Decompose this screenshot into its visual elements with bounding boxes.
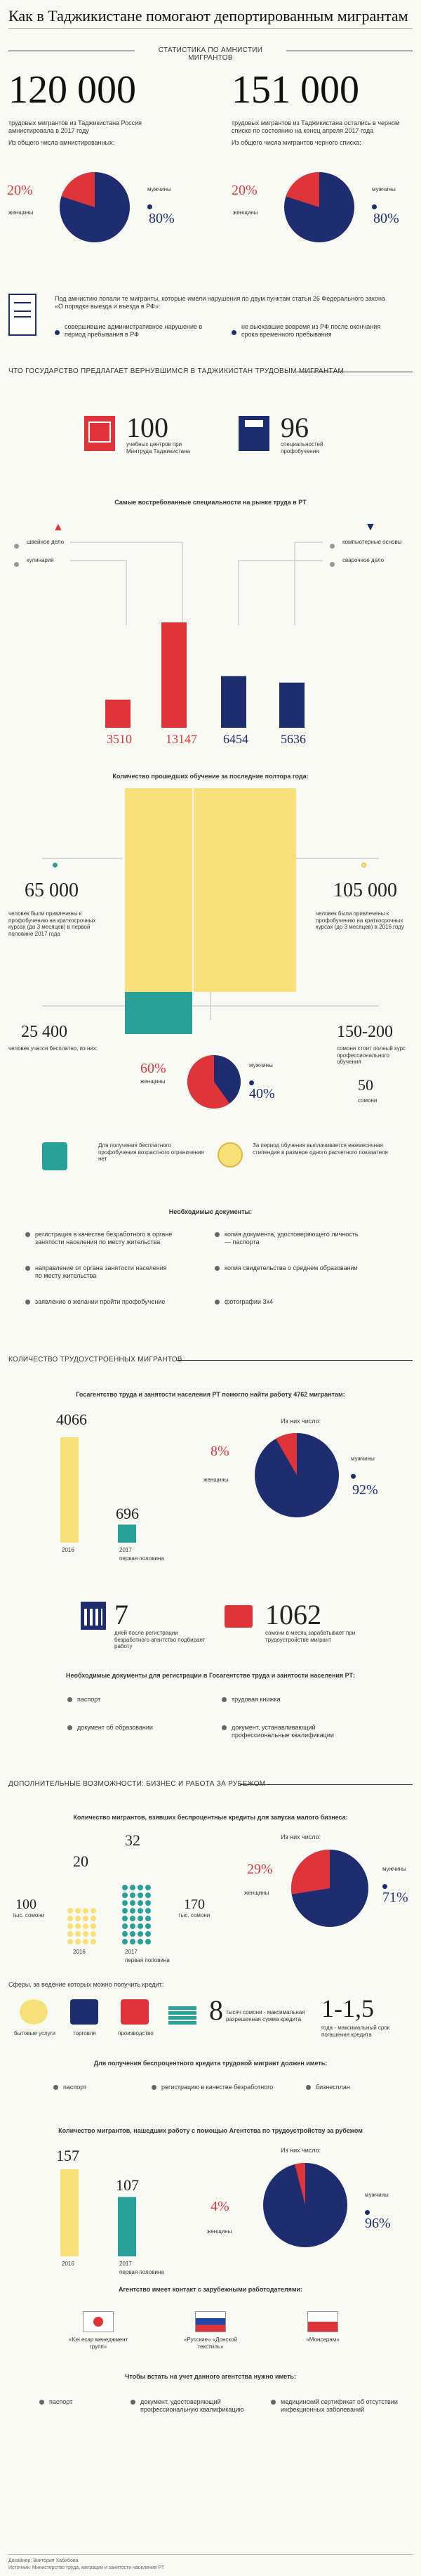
borrower-dot (75, 1923, 81, 1929)
japan-flag-icon (83, 2311, 114, 2332)
borrower-dot (145, 1923, 151, 1929)
business-left-amount-label: тыс. сомони (13, 1912, 45, 1918)
spec-sewing: швейное дело (27, 539, 65, 545)
employment-year-2017-sub: первая половина (119, 1555, 164, 1562)
amnesty-left-desc: трудовых мигрантов из Таджикистана Россия амнистировала в 2017 году (8, 119, 142, 135)
demand-bar-chart (0, 618, 421, 731)
business-dot-grid (56, 1869, 161, 1946)
business-right-amount: 170 (184, 1897, 205, 1912)
borrower-dot (75, 1939, 81, 1944)
shop-icon (70, 1999, 98, 2025)
title-divider (8, 28, 413, 29)
borrower-dot (145, 1900, 151, 1906)
employment-year-2017: 2017 (119, 1547, 132, 1553)
borrower-dot (138, 1892, 143, 1898)
training-pie (186, 1054, 242, 1110)
abroad-year-2017: 2017 (119, 2261, 132, 2267)
amnesty-right-men-pct: 80% (373, 211, 399, 226)
borrower-dot (67, 1939, 73, 1944)
loan-number: 8 (209, 1994, 223, 2026)
borrower-dot (130, 1908, 135, 1914)
borrower-dot (83, 1916, 88, 1921)
amnesty-point-1: совершившие административное нарушение в период пребывания в РФ (65, 323, 203, 339)
training-doc-item: направление от органа занятости населения по месту жительства (35, 1264, 175, 1280)
training-doc-item: заявление о желании пройти профобучение (35, 1298, 175, 1306)
training-women-label: женщины (140, 1078, 166, 1085)
sphere-production: производство (118, 2030, 154, 2036)
abroad-doc-item: медицинский сертификат об отсутствии инфекционных заболеваний (281, 2398, 407, 2414)
training-right-desc: человек были привлечены к профобучению на краткосрочных курсах (до 3 месяцев) в 2016 году (316, 910, 404, 931)
borrower-dot (122, 1900, 128, 1906)
borrower-dot (138, 1939, 143, 1944)
training-condition-stipend: За период обучения выплачивается ежемесячная стипендия в размере одного расчетного показателя (253, 1142, 388, 1156)
salary-label: сомони в месяц зарабатывает при трудоустройстве мигрант (265, 1630, 356, 1643)
business-title: Количество мигрантов, взявших беспроцентные кредиты для запуска малого бизнеса: (73, 1814, 348, 1821)
sphere-trade: торговля (73, 2030, 96, 2036)
woman-icon: ▲ (53, 521, 64, 533)
days-number: 7 (114, 1599, 128, 1630)
business-women-label: женщины (244, 1890, 269, 1896)
training-men-label: мужчины (249, 1062, 273, 1068)
wallet-icon (218, 1142, 243, 1168)
borrower-dot (138, 1916, 143, 1921)
training-box-left (125, 788, 192, 992)
amnesty-law-note: Под амнистию попали те мигранты, которые имели нарушения по двум пунктам статьи 26 Федерального закона «О порядке выезда и въезда в РФ»: (55, 295, 385, 310)
specialties-number: 96 (281, 412, 309, 443)
borrower-dot (138, 1885, 143, 1890)
partner-japan: «Kei ecap менеджмент групп» (68, 2336, 128, 2350)
abroad-men-label: мужчины (365, 2192, 389, 2198)
training-men-pct: 40% (249, 1086, 275, 1101)
employment-bar-chart (56, 1432, 154, 1544)
business-pie (288, 1846, 372, 1930)
borrower-dot (122, 1931, 128, 1937)
building-icon (84, 416, 115, 451)
employment-section-header: КОЛИЧЕСТВО ТРУДОУСТРОЕННЫХ МИГРАНТОВ (8, 1356, 413, 1364)
borrower-dot (130, 1916, 135, 1921)
bar-label-computer: 6454 (223, 732, 248, 746)
business-2016-value: 20 (73, 1852, 88, 1870)
footer-source: Источник: Министерство труда, миграции и занятости населения РТ (8, 2565, 165, 2570)
borrower-dot (83, 1923, 88, 1929)
training-doc-item: регистрация в качестве безработного в органе занятости населения по месту жительства (35, 1231, 175, 1246)
business-doc-item: регистрацию в качестве безработного (161, 2084, 288, 2091)
amnesty-right-women-pct: 20% (232, 183, 258, 198)
abroad-year-2017-sub: первая половина (119, 2269, 164, 2275)
years-number: 1-1,5 (321, 1994, 374, 2022)
borrower-dot (145, 1916, 151, 1921)
partner-poland: «Монсерам» (306, 2336, 340, 2343)
employment-pie (251, 1430, 342, 1521)
graduate-icon (239, 416, 269, 451)
training-right-number: 105 000 (333, 880, 397, 901)
business-section-header: ДОПОЛНИТЕЛЬНЫЕ ВОЗМОЖНОСТИ: БИЗНЕС И РАБОТА ЗА РУБЕЖОМ (8, 1780, 413, 1788)
abroad-pie (260, 2159, 351, 2251)
document-icon (8, 294, 36, 336)
sphere-service: бытовые услуги (14, 2030, 55, 2036)
amnesty-left-women-pct: 20% (7, 183, 33, 198)
centers-label: учебных центров при Минтруда Таджикистана (126, 441, 190, 455)
abroad-year-2016: 2016 (62, 2261, 74, 2267)
business-men-pct: 71% (382, 1890, 408, 1905)
demand-connectors (0, 534, 421, 632)
footer-credit: Дизайнер: Виктория Хабибова (8, 2558, 79, 2563)
borrower-dot (130, 1939, 135, 1944)
training-left-number: 65 000 (25, 880, 79, 901)
salary-number: 1062 (265, 1599, 321, 1630)
demand-bar (105, 700, 131, 728)
amnesty-right-desc: трудовых мигрантов из Таджикистана остались в черном списке по состоянию на конец апреля 2017 года (232, 119, 400, 135)
business-sub: Из них число: (281, 1833, 321, 1841)
business-women-pct: 29% (247, 1862, 273, 1877)
bar-label-sewing: 3510 (107, 732, 132, 746)
amnesty-left-women-label: женщины (8, 209, 34, 216)
abroad-2016-value: 157 (56, 2147, 79, 2164)
somoni-number: 50 (358, 1076, 373, 1094)
page-title: Как в Таджикистане помогают депортированным мигрантам (8, 7, 408, 25)
borrower-dot (75, 1908, 81, 1914)
employment-men-pct: 92% (352, 1482, 378, 1498)
russia-flag-icon (195, 2311, 226, 2332)
employment-doc-item: документ об образовании (77, 1724, 203, 1732)
employment-2016-value: 4066 (56, 1411, 87, 1428)
bullet-icon (232, 326, 236, 339)
calendar-icon (81, 1602, 106, 1630)
borrower-dot (145, 1931, 151, 1937)
business-year-2017: 2017 (125, 1949, 138, 1955)
borrower-dot (130, 1885, 135, 1890)
bar-label-cooking: 13147 (166, 732, 197, 746)
borrower-dot (130, 1931, 135, 1937)
demand-bar (279, 683, 305, 728)
amnesty-left-men-pct: 80% (149, 211, 175, 226)
somoni-label: сомони (358, 1097, 377, 1104)
partners-title: Агентство имеет контакт с зарубежными работодателями: (118, 2286, 303, 2293)
business-2017-value: 32 (125, 1831, 140, 1849)
borrower-dot (91, 1931, 96, 1937)
abroad-men-pct: 96% (365, 2216, 391, 2231)
borrower-dot (83, 1931, 88, 1937)
employment-women-label: женщины (203, 1477, 229, 1483)
spheres-title: Сферы, за ведение которых можно получить кредит: (8, 1981, 164, 1988)
borrower-dot (138, 1923, 143, 1929)
abroad-bar (60, 2169, 79, 2256)
business-left-amount: 100 (15, 1897, 36, 1912)
borrower-dot (145, 1939, 151, 1944)
employment-men-label: мужчины (351, 1456, 375, 1462)
employment-doc-item: паспорт (77, 1696, 203, 1704)
business-year-2017-sub: первая половина (125, 1957, 170, 1963)
abroad-women-pct: 4% (210, 2199, 229, 2214)
business-men-label: мужчины (382, 1866, 406, 1872)
training-condition-age: Для получения бесплатного профобучения возрастного ограничения нет (98, 1142, 204, 1163)
borrower-dot (138, 1908, 143, 1914)
employment-docs-title: Необходимые документы для регистрации в Госагентстве труда и занятости населения РТ: (66, 1672, 355, 1679)
business-doc-item: бизнесплан (316, 2084, 400, 2091)
training-box-free (125, 992, 192, 1034)
coins-icon (168, 2005, 196, 2025)
borrower-dot (138, 1931, 143, 1937)
spec-computer: компьютерные основы (342, 539, 402, 545)
service-icon (20, 1999, 48, 2025)
training-women-pct: 60% (140, 1061, 166, 1076)
elderly-person-icon (42, 1142, 67, 1170)
borrower-dot (91, 1923, 96, 1929)
borrower-dot (122, 1939, 128, 1944)
borrower-dot (130, 1923, 135, 1929)
amnesty-right-women-label: женщины (233, 209, 258, 216)
amnesty-right-number: 151 000 (232, 68, 359, 112)
amnesty-right-men-label: мужчины (372, 186, 396, 192)
spec-welding: сварочное дело (342, 557, 385, 563)
borrower-dot (122, 1892, 128, 1898)
training-doc-item: копия свидетельства о среднем образовании (225, 1264, 365, 1272)
teal-dot-icon (53, 858, 58, 871)
borrower-dot (122, 1923, 128, 1929)
borrower-dot (122, 1885, 128, 1890)
centers-number: 100 (126, 412, 168, 443)
abroad-docs-title: Чтобы встать на учет данного агентства нужно иметь: (125, 2373, 296, 2380)
men-dot-icon (351, 1470, 356, 1482)
bullet-icon (55, 326, 60, 339)
borrower-dot (122, 1908, 128, 1914)
borrower-dot (91, 1939, 96, 1944)
employment-bar (60, 1437, 79, 1543)
briefcase-icon (225, 1605, 253, 1628)
borrower-dot (138, 1900, 143, 1906)
training-doc-item: копия документа, удостоверяющего личность — паспорта (225, 1231, 365, 1246)
amnesty-left-sub: Из общего числа амнистированных: (8, 139, 115, 146)
abroad-title: Количество мигрантов, нашедших работу с помощью Агентства по трудоустройству за рубежом (58, 2127, 363, 2134)
borrower-dot (67, 1908, 73, 1914)
yellow-dot-icon (361, 858, 366, 871)
bar-label-welding: 5636 (281, 732, 306, 746)
abroad-bar (118, 2197, 136, 2256)
demand-title: Самые востребованные специальности на рынке труда в РТ (114, 499, 307, 506)
state-section-header: ЧТО ГОСУДАРСТВО ПРЕДЛАГАЕТ ВЕРНУВШИМСЯ В ТАДЖИКИСТАН ТРУДОВЫМ МИГРАНТАМ (8, 367, 413, 375)
loan-label: тысяч сомони - максимальная разрешенная сумма кредита (226, 2009, 305, 2022)
amnesty-left-pie (56, 169, 133, 246)
borrower-dot (75, 1916, 81, 1921)
abroad-doc-item: паспорт (49, 2398, 119, 2406)
abroad-2017-value: 107 (116, 2176, 139, 2194)
days-label: дней после регистрации безработного агентство подбирает работу (114, 1630, 206, 1650)
employment-doc-item: трудовая книжка (232, 1696, 358, 1704)
training-free-number: 25 400 (21, 1023, 67, 1041)
borrower-dot (122, 1916, 128, 1921)
borrower-dot (91, 1916, 96, 1921)
demand-bar (221, 676, 246, 728)
employment-sub: Из них число: (281, 1418, 321, 1425)
abroad-women-label: женщины (207, 2228, 232, 2235)
borrower-dot (130, 1892, 135, 1898)
amnesty-right-pie (281, 169, 358, 246)
borrower-dot (83, 1939, 88, 1944)
factory-icon (121, 1999, 149, 2025)
training-cost-desc: сомони стоит полный курс профессионального обучения (337, 1045, 406, 1066)
borrower-dot (67, 1916, 73, 1921)
poland-flag-icon (307, 2311, 338, 2332)
abroad-doc-item: документ, удостоверяющий профессиональную квалификацию (140, 2398, 260, 2414)
abroad-bar-chart (56, 2166, 154, 2258)
borrower-dot (67, 1923, 73, 1929)
business-right-amount-label: тыс. сомони (178, 1912, 210, 1918)
man-icon: ▼ (365, 521, 376, 533)
training-free-desc: человек учатся бесплатно, из них: (8, 1045, 98, 1052)
years-label: года - максимальный срок погашения кредита (321, 2025, 390, 2038)
borrower-dot (130, 1900, 135, 1906)
abroad-sub: Из них число: (281, 2147, 321, 2154)
amnesty-left-men-label: мужчины (147, 186, 171, 192)
training-box-right (194, 788, 296, 992)
employment-women-pct: 8% (210, 1444, 229, 1459)
borrower-dot (83, 1908, 88, 1914)
training-cost-number: 150-200 (337, 1023, 393, 1041)
business-year-2016: 2016 (73, 1949, 86, 1955)
amnesty-left-number: 120 000 (8, 68, 136, 112)
borrower-dot (91, 1908, 96, 1914)
borrower-dot (145, 1885, 151, 1890)
amnesty-point-2: не выехавшие вовремя из РФ после окончания срока временного пребывания (241, 323, 381, 339)
employment-2017-value: 696 (116, 1505, 139, 1522)
training-doc-item: фотографии 3х4 (225, 1298, 365, 1306)
borrower-dot (145, 1892, 151, 1898)
borrower-dot (67, 1931, 73, 1937)
pie-women-slice (291, 1850, 330, 1895)
business-docs-title: Для получения беспроцентного кредита трудовой мигрант должен иметь: (93, 2060, 328, 2067)
employment-bar (118, 1524, 136, 1543)
employment-year-2016: 2016 (62, 1547, 74, 1553)
borrower-dot (75, 1931, 81, 1937)
amnesty-right-sub: Из общего числа мигрантов черного списка: (232, 139, 361, 146)
training-docs-title: Необходимые документы: (168, 1208, 253, 1215)
demand-bar (161, 622, 187, 728)
employment-doc-item: документ, устанавливающий профессиональные квалификации (232, 1724, 372, 1739)
footer-divider (8, 2554, 413, 2555)
employment-title: Госагентство труда и занятости населения РТ помогло найти работу 4762 мигрантам: (76, 1391, 345, 1398)
spec-cooking: кулинария (27, 557, 54, 563)
infographic-page: Как в Таджикистане помогают депортированным мигрантам СТАТИСТИКА ПО АМНИСТИИ МИГРАНТОВ 120 000 трудовых мигрантов из Таджикистана Россия амнистировала в 2017 году Из общего числа амнистированных: 151 000 трудовых мигрантов из Таджикистана остались в черном списке по состоянию на конец апреля 2017 года Из общего числа мигрантов черного списка: 20% женщины мужчины 80% 20% женщины мужчины 80% Под амнистию попали те мигранты, которые имели нарушения по двум пунктам статьи 26 Федерального закона «О порядке выезда и въезда в РФ»: совершившие административное нарушение в период пребывания в РФ не выехавшие вовремя из РФ после окончания срока временного пребывания ЧТО ГОСУДАРСТВО ПРЕДЛАГАЕТ ВЕРНУВШИМСЯ В ТАДЖИКИСТАН ТРУДОВЫМ МИГРАНТАМ 100 учебных центров при Минтруда Таджикистана 96 специальностей профобучения Самые востребованные специальности на рынке труда в РТ ▲ ▼ швейное дело кулинария компьютерные основы сварочное дело 3510 13147 6454 5636 Количество прошедших обучение за последние полтора года: 65 000 человек были привлечены к профобучению на краткосрочных курсах (до 3 месяцев) в первой половине 2017 года 105 000 человек были привлечены к профобучению на краткосрочных курсах (до 3 месяцев) в 2016 году 25 400 человек учатся бесплатно, из них: 150-200 сомони стоит полный курс профессионального обучения 50 сомони 60% женщины мужчины 40% Для получения бесплатного профобучения возрастного ограничения нет За период обучения выплачивается ежемесячная стипендия в размере одного расчетного показателя Необходимые документы: регистрация в качестве безработного в органе занятости населения по месту жительства копия документа, удостоверяющего личность — паспорта направление от органа занятости населения по месту жительства копия свидетельства о среднем образовании заявление о желании пройти профобучение фотографии 3х4 КОЛИЧЕСТВО ТРУДОУСТРОЕННЫХ МИГРАНТОВ Госагентство труда и занятости населения РТ помогло найти работу 4762 мигрантам: 4066 696 2016 2017 первая половина Из них число: 8% женщины мужчины 92% 7 дней после регистрации безработного агентство подбирает работу 1062 сомони в месяц зарабатывает при трудоустройстве мигрант Необходимые документы для регистрации в Госагентстве труда и занятости населения РТ: паспорт трудовая книжка документ об образовании документ, устанавливающий профессиональные квалификации ДОПОЛНИТЕЛЬНЫЕ ВОЗМОЖНОСТИ: БИЗНЕС И РАБОТА ЗА РУБЕЖОМ Количество мигрантов, взявших беспроцентные кредиты для запуска малого бизнеса: 100 тыс. сомони 20 32 170 тыс. сомони 2016 2017 первая половина Из них число: 29% женщины мужчины 71% Сферы, за ведение которых можно получить кредит: бытовые услуги торговля производство 8 тысяч сомони - максимальная разрешенная сумма кредита 1-1,5 года - максимальный срок погашения кредита Для получения беспроцентного кредита трудовой мигрант должен иметь: паспорт регистрацию в качестве безработного бизнесплан Количество мигрантов, нашедших работу с помощью Агентства по трудоустройству за рубежом 157 107 2016 2017 первая половина Из них число: 4% женщины мужчины 96% Агентство имеет контакт с зарубежными работодателями: «Kei ecap менеджмент групп» «Русские» «Донской текстиль» «Монсерам» Чтобы встать на учет данного агентства нужно иметь: паспорт документ, удостоверяющий профессиональную квалификацию медицинский сертификат об отсутствии инфекционных заболеваний Дизайнер: Виктория Хабибова Источник: Министерство труда, миграции и занятости населения РТ (0, 0, 421, 2576)
training-title: Количество прошедших обучение за последние полтора года: (112, 773, 309, 780)
borrower-dot (145, 1908, 151, 1914)
partner-russia: «Русские» «Донской текстиль» (183, 2336, 238, 2350)
business-doc-item: паспорт (63, 2084, 147, 2091)
specialties-label: специальностей профобучения (281, 441, 323, 455)
training-left-desc: человек были привлечены к профобучению на краткосрочных курсах (до 3 месяцев) в первой половине 2017 года (8, 910, 96, 937)
